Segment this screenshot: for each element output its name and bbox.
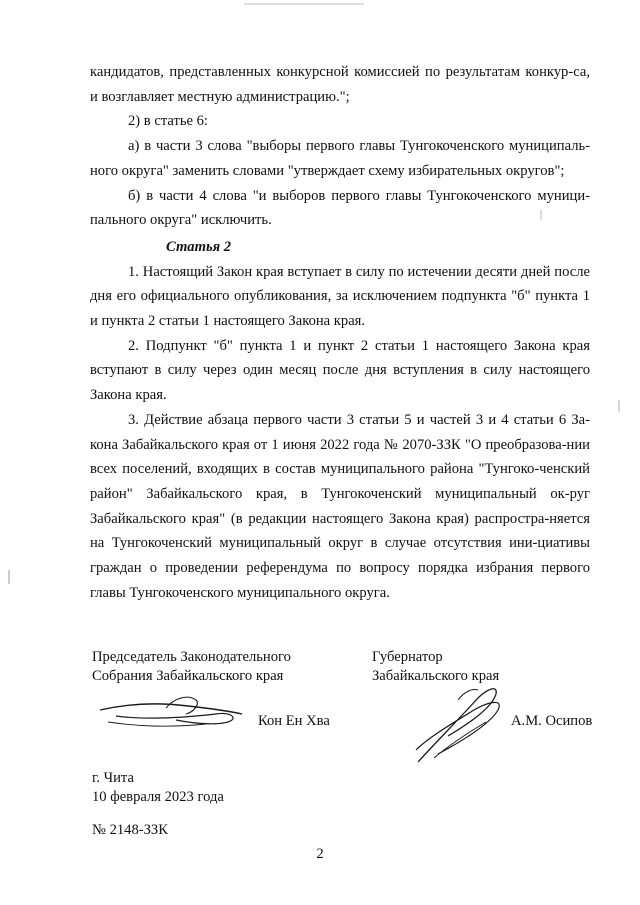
chairman-name: Кон Ен Хва [258, 713, 330, 729]
chairman-signature [96, 690, 246, 738]
scan-artifact [8, 570, 10, 584]
article-2-item-2: 2. Подпункт "б" пункта 1 и пункт 2 статьи 1 настоящего Закона края вступают в силу через один месяц после дня вступления в силу настоящего Закона края. [90, 337, 590, 404]
paragraph-item-2a: а) в части 3 слова "выборы первого главы Тунгокоченского муниципаль-ного округа" заменить словами "утверждает схему избирательных округов"; [90, 138, 590, 179]
signing-date: 10 февраля 2023 года [92, 789, 224, 805]
law-body-text [90, 60, 590, 605]
article-2-item-1: 1. Настоящий Закон края вступает в силу по истечении десяти дней после дня его официального опубликования, за исключением подпункта "б" пункта 1 и пункта 2 статьи 1 настоящего Закона края. [90, 263, 590, 330]
paragraph-item-2: 2) в статье 6: [128, 113, 208, 130]
paragraph-item-2b: б) в части 4 слова "и выборов первого главы Тунгокоченского муници-пального округа" исключить. [90, 187, 590, 229]
law-number: № 2148-ЗЗК [92, 822, 168, 838]
governor-signature [408, 680, 508, 770]
city: г. Чита [92, 770, 134, 786]
scan-artifact [244, 3, 364, 5]
page-number: 2 [316, 846, 324, 862]
governor-title-line1: Губернатор [372, 649, 443, 665]
place-and-date [92, 769, 224, 807]
chairman-title-line2: Собрания Забайкальского края [92, 668, 284, 684]
governor-title-line2: Забайкальского края [372, 668, 500, 684]
scan-artifact [618, 400, 620, 412]
governor-name: А.М. Осипов [511, 713, 593, 729]
paragraph-continuation: кандидатов, представленных конкурсной комиссией по результатам конкур-са, и возглавляет местную администрацию."; [90, 64, 590, 105]
chairman-title [92, 648, 291, 686]
article-2-item-3: 3. Действие абзаца первого части 3 статьи 5 и частей 3 и 4 статьи 6 За-кона Забайкальского края от 1 июня 2022 года № 2070-ЗЗК "О преобразова-нии всех поселений, входящих в состав муниципального района "Тунгоко-ченский район" Забайкальского края, в Тунгокоченский муниципальный ок-руг Забайкальского края" (в редакции настоящего Закона края) распростра-няется на Тунгокоченский муниципальный округ в случае отсутствия ини-циативы граждан о проведении референдума по вопросу порядка избрания первого главы Тунгокоченского муниципального округа. [90, 411, 590, 601]
article-2-heading: Статья 2 [166, 238, 232, 255]
chairman-title-line1: Председатель Законодательного [92, 649, 291, 665]
